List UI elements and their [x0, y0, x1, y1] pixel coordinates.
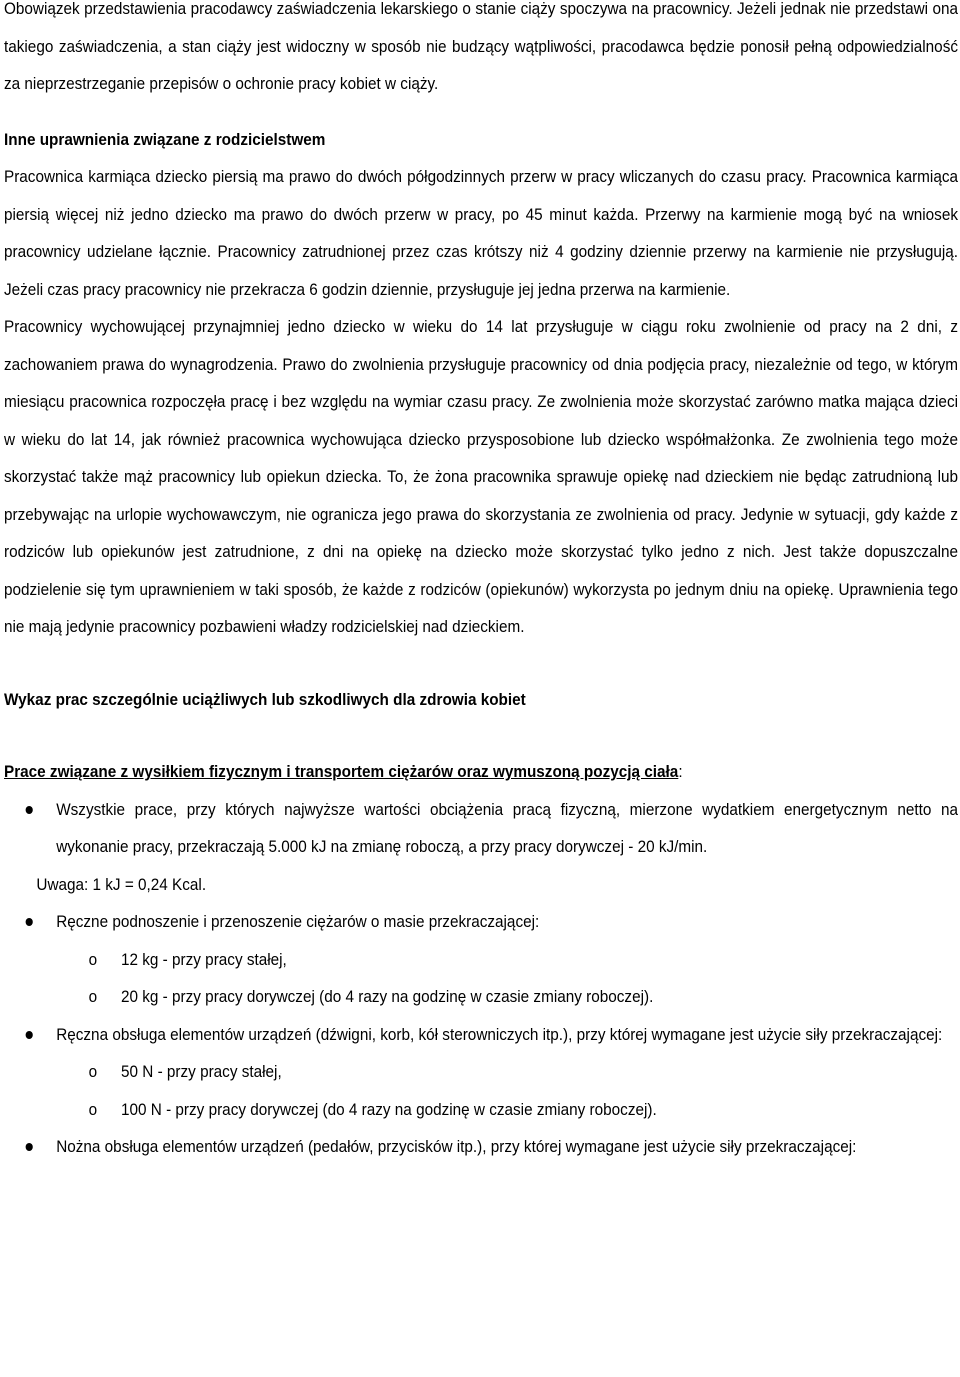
list-item-text: Ręczne podnoszenie i przenoszenie ciężarów o masie przekraczającej: [56, 912, 540, 931]
list-item [4, 791, 958, 866]
document-page [4, 0, 958, 1166]
sub-list [56, 1053, 958, 1128]
hazard-list-continued [4, 903, 958, 1166]
list-item-text: Ręczna obsługa elementów urządzeń (dźwigni, korb, kół sterowniczych itp.), przy której wymagane jest użycie siły przekraczającej: [56, 1024, 943, 1044]
spacer [4, 103, 958, 121]
spacer [4, 646, 958, 681]
sub-list-item: o 12 kg - przy pracy stałej, [56, 941, 958, 979]
sub-list-item: o 20 kg - przy pracy dorywczej (do 4 razy na godzinę w czasie zmiany roboczej). [56, 978, 958, 1016]
sub-list-item: o 100 N - przy pracy dorywczej (do 4 razy na godzinę w czasie zmiany roboczej). [56, 1091, 958, 1129]
subheading-physical-work-text: Prace związane z wysiłkiem fizycznym i transportem ciężarów oraz wymuszoną pozycją ciała [4, 762, 679, 781]
list-item [4, 903, 958, 1016]
subheading-colon: : [678, 762, 683, 781]
spacer [4, 718, 958, 753]
list-item [4, 1128, 958, 1166]
section-heading-parenthood: Inne uprawnienia związane z rodzicielstwem [4, 129, 326, 149]
paragraph-childcare-leave: Pracownicy wychowującej przynajmniej jedno dziecko w wieku do 14 lat przysługuje w ciągu roku zwolnienie od pracy na 2 dni, z zachowaniem prawa do wynagrodzenia. Prawo do zwolnienia przysługuje pracownicy od dnia podjęcia pracy, niezależnie od tego, w którym miesiącu pracownica rozpoczęła pracę i bez względu na wymiar czasu pracy. Ze zwolnienia może skorzystać zarówno matka mająca dzieci w wieku do lat 14, jak również pracownica wychowująca dziecko przysposobione lub dziecko współmałżonka. Ze zwolnienia tego może skorzystać także mąż pracownicy lub opiekun dziecka. To, że żona pracownika sprawuje opiekę nad dzieckiem nie będąc zatrudnioną lub przebywając na urlopie wychowawczym, nie ogranicza jego prawa do skorzystania ze zwolnienia od pracy. Jedynie w sytuacji, gdy każde z rodziców lub opiekunów jest zatrudnione, z dni na opiekę na dziecko może skorzystać tylko jedno z nich. Jest także dopuszczalne podzielenie się tym uprawnieniem w taki sposób, że każde z rodziców (opiekunów) wykorzysta po jednym dniu na opiekę. Uprawnienia tego nie mają jedynie pracownicy pozbawieni władzy rodzicielskiej nad dzieckiem. [4, 317, 958, 636]
intro-paragraph: Obowiązek przedstawienia pracodawcy zaświadczenia lekarskiego o stanie ciąży spoczywa na pracownicy. Jeżeli jednak nie przedstawi ona takiego zaświadczenia, a stan ciąży jest widoczny w sposób nie budzący wątpliwości, pracodawca będzie ponosił pełną odpowiedzialność za nieprzestrzeganie przepisów o ochronie pracy kobiet w ciąży. [4, 0, 958, 93]
subheading-physical-work [4, 753, 958, 791]
list-item-text: Wszystkie prace, przy których najwyższe wartości obciążenia pracą fizyczną, mierzone wydatkiem energetycznym netto na wykonanie pracy, przekraczają 5.000 kJ na zmianę roboczą, a przy pracy dorywczej - 20 kJ/min. [56, 799, 958, 856]
sub-list-item: o 50 N - przy pracy stałej, [56, 1053, 958, 1091]
sub-list [56, 941, 958, 1016]
note-kj-conversion: Uwaga: 1 kJ = 0,24 Kcal. [36, 874, 207, 894]
hazard-list [4, 791, 958, 866]
section-heading-hazardous-work: Wykaz prac szczególnie uciążliwych lub szkodliwych dla zdrowia kobiet [4, 689, 526, 709]
list-item-text: Nożna obsługa elementów urządzeń (pedałów, przycisków itp.), przy której wymagane jest użycie siły przekraczającej: [56, 1137, 857, 1156]
paragraph-breastfeeding-breaks: Pracownica karmiąca dziecko piersią ma prawo do dwóch półgodzinnych przerw w pracy wliczanych do czasu pracy. Pracownica karmiąca piersią więcej niż jedno dziecko ma prawo do dwóch przerw w pracy, po 45 minut każda. Przerwy na karmienie mogą być na wniosek pracownicy udzielane łącznie. Pracownicy zatrudnionej przez czas krótszy niż 4 godziny dziennie przerwy na karmienie nie przysługują. Jeżeli czas pracy pracownicy nie przekracza 6 godzin dziennie, przysługuje jej jedna przerwa na karmienie. [4, 167, 958, 299]
list-item [4, 1016, 958, 1129]
